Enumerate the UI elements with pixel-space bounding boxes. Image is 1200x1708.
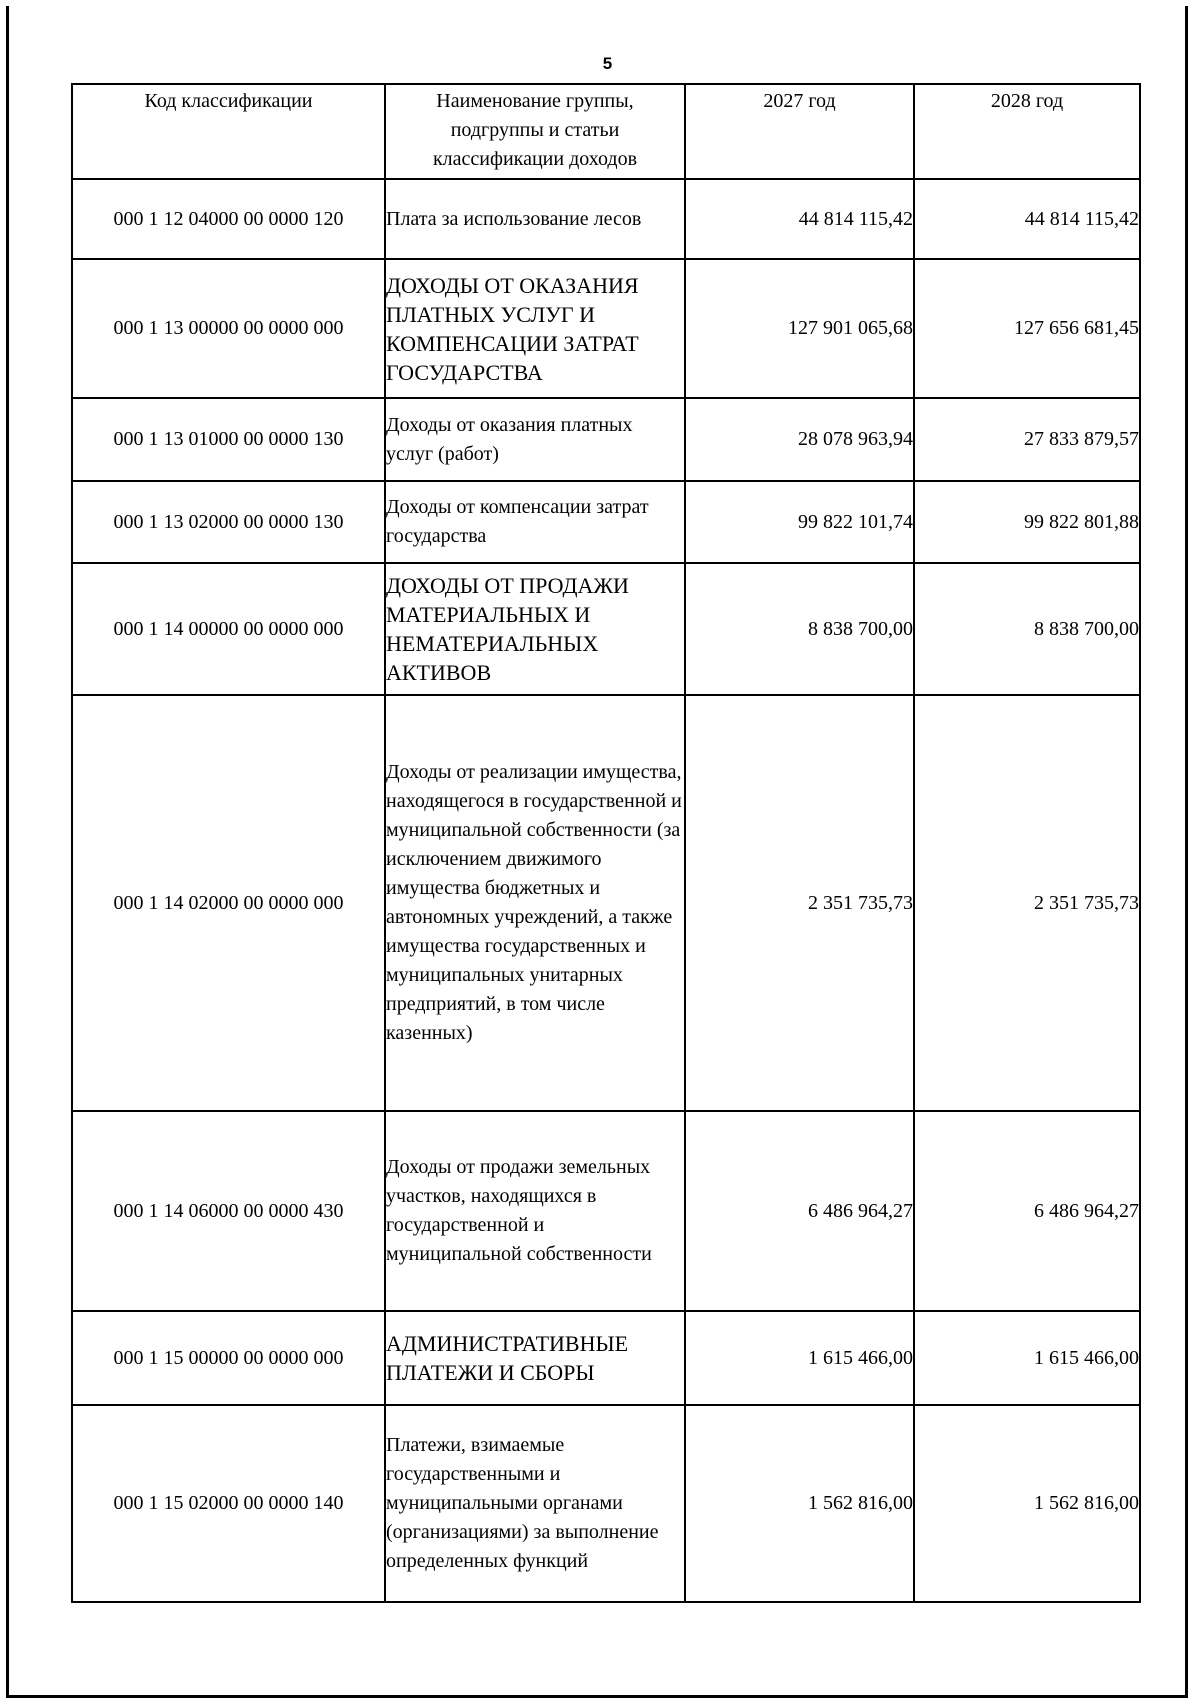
classification-code: 000 1 14 06000 00 0000 430 [72,1111,385,1311]
header-2027: 2027 год [685,84,914,179]
table-row [72,1111,1140,1311]
classification-code: 000 1 15 02000 00 0000 140 [72,1405,385,1602]
table-row [72,563,1140,695]
revenue-name: Плата за использование лесов [385,179,685,259]
table-row [72,259,1140,398]
header-name: Наименование группы, подгруппы и статьи классификации доходов [385,84,685,179]
amount-2027: 1 615 466,00 [685,1311,914,1405]
revenue-name: Доходы от реализации имущества, находящегося в государственной и муниципальной собственности (за исключением движимого имущества бюджетных и автономных учреждений, а также имущества государственных и муниципальных унитарных предприятий, в том числе казенных) [385,695,685,1111]
amount-2028: 2 351 735,73 [914,695,1140,1111]
amount-2028: 1 615 466,00 [914,1311,1140,1405]
amount-2028: 44 814 115,42 [914,179,1140,259]
amount-2027: 44 814 115,42 [685,179,914,259]
classification-code: 000 1 13 01000 00 0000 130 [72,398,385,481]
table-row [72,398,1140,481]
revenue-name: Доходы от оказания платных услуг (работ) [385,398,685,481]
classification-code: 000 1 12 04000 00 0000 120 [72,179,385,259]
amount-2027: 99 822 101,74 [685,481,914,563]
amount-2027: 6 486 964,27 [685,1111,914,1311]
classification-code: 000 1 15 00000 00 0000 000 [72,1311,385,1405]
amount-2027: 1 562 816,00 [685,1405,914,1602]
revenue-table [71,83,1141,1603]
amount-2028: 8 838 700,00 [914,563,1140,695]
amount-2028: 6 486 964,27 [914,1111,1140,1311]
amount-2028: 127 656 681,45 [914,259,1140,398]
amount-2028: 1 562 816,00 [914,1405,1140,1602]
page-number: 5 [602,54,613,73]
revenue-name: ДОХОДЫ ОТ ПРОДАЖИ МАТЕРИАЛЬНЫХ И НЕМАТЕРИАЛЬНЫХ АКТИВОВ [385,563,685,695]
revenue-name: Доходы от продажи земельных участков, находящихся в государственной и муниципальной собственности [385,1111,685,1311]
amount-2027: 8 838 700,00 [685,563,914,695]
classification-code: 000 1 13 02000 00 0000 130 [72,481,385,563]
revenue-name: ДОХОДЫ ОТ ОКАЗАНИЯ ПЛАТНЫХ УСЛУГ И КОМПЕНСАЦИИ ЗАТРАТ ГОСУДАРСТВА [385,259,685,398]
table-row [72,179,1140,259]
revenue-name: Платежи, взимаемые государственными и муниципальными органами (организациями) за выполнение определенных функций [385,1405,685,1602]
amount-2027: 127 901 065,68 [685,259,914,398]
revenue-name: АДМИНИСТРАТИВНЫЕ ПЛАТЕЖИ И СБОРЫ [385,1311,685,1405]
amount-2027: 28 078 963,94 [685,398,914,481]
amount-2028: 99 822 801,88 [914,481,1140,563]
classification-code: 000 1 14 02000 00 0000 000 [72,695,385,1111]
table-row [72,1405,1140,1602]
header-2028: 2028 год [914,84,1140,179]
revenue-name: Доходы от компенсации затрат государства [385,481,685,563]
classification-code: 000 1 13 00000 00 0000 000 [72,259,385,398]
amount-2028: 27 833 879,57 [914,398,1140,481]
classification-code: 000 1 14 00000 00 0000 000 [72,563,385,695]
table-row [72,481,1140,563]
table-row [72,695,1140,1111]
table-row [72,1311,1140,1405]
table-body [72,179,1140,1602]
header-code: Код классификации [72,84,385,179]
amount-2027: 2 351 735,73 [685,695,914,1111]
table-header-row [72,84,1140,179]
